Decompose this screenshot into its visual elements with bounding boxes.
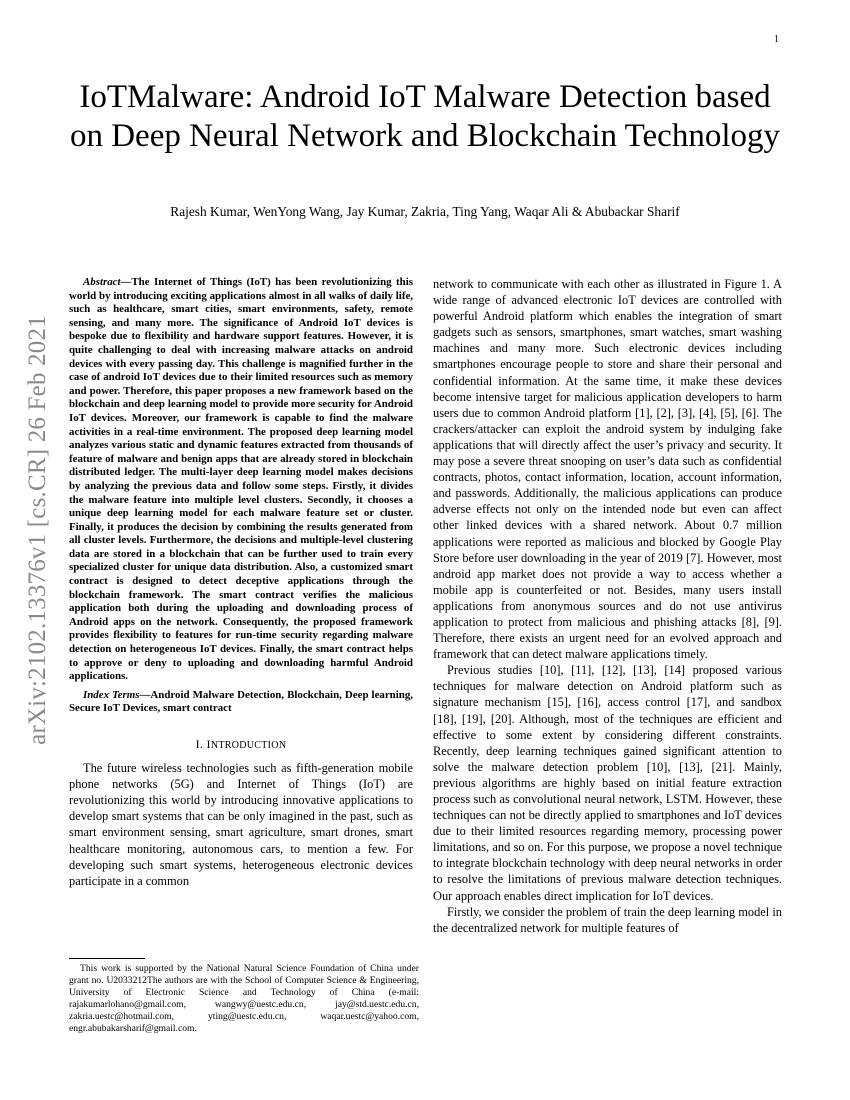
right-column (433, 276, 782, 936)
section-numeral: I. I (195, 737, 211, 751)
arxiv-identifier: arXiv:2102.13376v1 [cs.CR] 26 Feb 2021 (24, 315, 51, 745)
index-terms (69, 689, 413, 716)
footnote-rule (69, 958, 145, 959)
intro-paragraph-2: Previous studies [10], [11], [12], [13], [14] proposed various techniques for malware detection on Android platform such as signature mechanism [15], [16], access control [17], and sandbox [18], [19], [20]. Although, most of the techniques are efficient and effective to some extent by considering different constraints. Recently, deep learning techniques gained significant attention to solve the malware detection problem [10], [13], [21]. Mainly, previous algorithms are highly based on initial feature extraction process such as convolutional neural network, LSTM. However, these techniques can not be directly applied to smartphones and IoT devices due to their limited resources regarding memory, processing power limitations, and so on. For this purpose, we propose a novel technique to integrate blockchain technology with deep neural networks in order to resolve the limitations of previous malware detection techniques. Our approach enables direct implication for IoT devices. (433, 663, 782, 903)
abstract-lead: Abstract (83, 276, 121, 288)
index-terms-lead: Index Terms (83, 688, 140, 701)
section-title-rest: NTRODUCTION (210, 740, 287, 751)
page-number: 1 (774, 34, 779, 45)
index-terms-text: —Android Malware Detection, Blockchain, Deep learning, Secure IoT Devices, smart contract (69, 688, 413, 715)
author-list: Rajesh Kumar, WenYong Wang, Jay Kumar, Zakria, Ting Yang, Waqar Ali & Abubackar Sharif (170, 204, 680, 219)
intro-paragraph-1-continued: network to communicate with each other as illustrated in Figure 1. A wide range of advanced electronic IoT devices are controlled with powerful Android platform which enables the integration of smart gadgets such as sensors, smartphones, smart watches, smart washing machines and many more. Such electronic devices including smartphones encourage people to store and share their personal and confidential information. At the same time, it make these devices become intensive target for malicious application developers to harm users due to common Android platform [1], [2], [3], [4], [5], [6]. The crackers/attacker can exploit the android system by indulging fake applications that will directly affect the user’s privacy and security. It may pose a severe threat snooping on user’s data such as confidential contracts, photos, contact information, location, account information, and passwords. Additionally, the malicious applications can produce adverse effects not only on the intended node but even can affect other linked devices with a shared network. About 0.7 million applications were reported as malicious and blocked by Google Play Store before user downloading in the year of 2019 [7]. However, most android app market does not provide a way to access whether a mobile app is counterfeited or not. Besides, many users install applications from anonymous sources and do not use antivirus application to protect from malicious and phishing attacks [8], [9]. Therefore, there exists an urgent need for an evolved approach and framework that can detect malware applications timely. (433, 277, 782, 662)
left-column (69, 276, 413, 889)
abstract-text: —The Internet of Things (IoT) has been revolutionizing this world by introducing exciting applications almost in all walks of daily life, such as healthcare, smart cities, smart environments, safety, remote sensing, and many more. The significance of Android IoT devices is bespoke due to flexibility and hardware support features. However, it is quite challenging to deal with increasing malware attacks on android devices with every passing day. This challenge is magnified further in the case of android IoT devices due to their limited resources such as memory and power. Therefore, this paper proposes a new framework based on the blockchain and deep learning model to provide more security for Android IoT devices. Moreover, our framework is capable to find the malware activities in a real-time environment. The proposed deep learning model analyzes various static and dynamic features extracted from thousands of feature of malware and benign apps that are already stored in blockchain distributed ledger. The multi-layer deep learning model makes decisions by analyzing the previous data and follow some steps. Firstly, it divides the malware feature into multiple level clusters. Secondly, it chooses a unique deep learning model for each malware feature set or cluster. Finally, it produces the decision by combining the results generated from all cluster levels. Furthermore, the decisions and multiple-level clustering data are stored in a blockchain that can be further used to train every specialized cluster for unique data distribution. Also, a customized smart contract is designed to detect deceptive applications through the blockchain framework. The smart contract verifies the malicious application both during the uploading and downloading process of Android apps on the network. Consequently, the proposed framework provides flexibility to features for run-time security regarding malware detection on heterogeneous IoT devices. Finally, the smart contract helps to approve or deny to uploading and downloading harmful Android applications. (69, 276, 413, 683)
arxiv-sidebar (20, 280, 56, 780)
footnote: This work is supported by the National Natural Science Foundation of China under grant no. U2033212The authors are with the School of Computer Science & Engineering, University of Electronic Science and Technology of China (e-mail: rajakumarlohano@gmail.com, wangwy@uestc.edu.cn, jay@std.uestc.edu.cn, zakria.uestc@hotmail.com, yting@uestc.edu.cn, waqar.uestc@yahoo.com, engr.abubakarsharif@gmail.com. (69, 963, 419, 1034)
intro-paragraph-1: The future wireless technologies such as fifth-generation mobile phone networks (5G) and Internet of Things (IoT) are revolutionizing this world by introducing innovative applications to develop smart systems that can be only imagined in the past, such as smart environment sensing, smart agriculture, smart drones, smart healthcare monitoring, autonomous cars, to mention a few. For developing such smart systems, heterogeneous electronic devices participate in a common (69, 761, 413, 888)
abstract (69, 276, 413, 684)
paper-title: IoTMalware: Android IoT Malware Detection based on Deep Neural Network and Blockchain Technology (69, 79, 781, 154)
intro-paragraph-3: Firstly, we consider the problem of train the deep learning model in the decentralized network for multiple features of (433, 904, 782, 935)
section-heading-introduction (69, 736, 413, 754)
